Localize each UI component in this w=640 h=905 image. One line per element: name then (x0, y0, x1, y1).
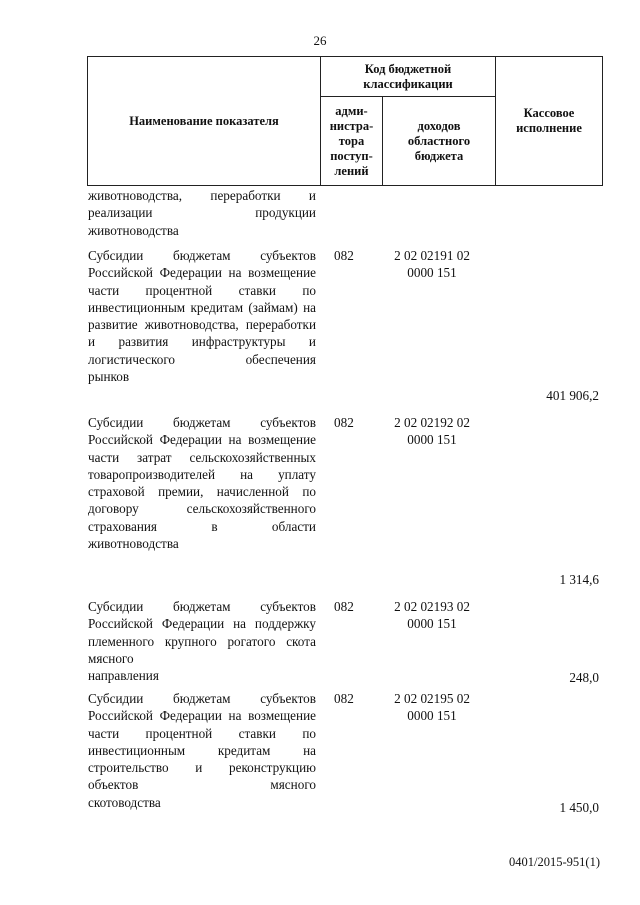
row-admin-code: 082 (334, 691, 354, 706)
row-income-code: 2 02 02195 02 0000 151 (394, 691, 470, 724)
header-admin-column: адми- нистра- тора поступ- лений (329, 103, 374, 178)
row-admin-code: 082 (334, 248, 354, 263)
row-name-last: скотоводства (88, 794, 161, 810)
row-name-text: Субсидии бюджетам субъектов Российской Федерации на поддержку племенного крупного рогатого скота мясного (88, 599, 316, 666)
document-code-footer: 0401/2015-951(1) (509, 855, 600, 869)
row-name-last: животноводства (88, 536, 179, 552)
page-number: 26 (313, 33, 327, 48)
header-name-column: Наименование показателя (129, 113, 279, 128)
row-name-last: рынков (88, 369, 130, 385)
row-name-last: направления (88, 668, 159, 684)
row-name-text: Субсидии бюджетам субъектов Российской Федерации на возмещение части процентной ставки по инвестиционным кредитам (займам) на развитие животноводства, переработки и развития инфраструктуры и логистического обеспечения (88, 248, 316, 367)
row-amount: 248,0 (569, 670, 599, 685)
row-amount: 1 314,6 (559, 572, 599, 587)
row-name (88, 187, 316, 239)
row-name-text: Субсидии бюджетам субъектов Российской Федерации на возмещение части процентной ставки по инвестиционным кредитам на строительство и реконструкцию объектов мясного (88, 691, 316, 793)
header-amount-column: Кассовое исполнение (516, 106, 582, 135)
row-name (88, 690, 316, 811)
row-name-text: животноводства, переработки и реализации продукции (88, 188, 316, 221)
header-income-column: доходов областного бюджета (407, 118, 471, 163)
row-income-code: 2 02 02192 02 0000 151 (394, 415, 470, 448)
row-amount: 1 450,0 (559, 800, 599, 815)
row-name-last: животноводства (88, 222, 179, 238)
row-name-text: Субсидии бюджетам субъектов Российской Федерации на возмещение части затрат сельскохозяйственных товаропроизводителей на уплату страховой премии, начисленной по договору сельскохозяйственного страхования в области (88, 415, 316, 534)
row-name (88, 414, 316, 552)
row-amount: 401 906,2 (546, 388, 599, 403)
header-code-group: Код бюджетной классификации (363, 61, 453, 91)
row-admin-code: 082 (334, 599, 354, 614)
row-admin-code: 082 (334, 415, 354, 430)
row-income-code: 2 02 02193 02 0000 151 (394, 599, 470, 632)
row-name (88, 598, 316, 684)
row-name (88, 247, 316, 385)
row-income-code: 2 02 02191 02 0000 151 (394, 248, 470, 281)
